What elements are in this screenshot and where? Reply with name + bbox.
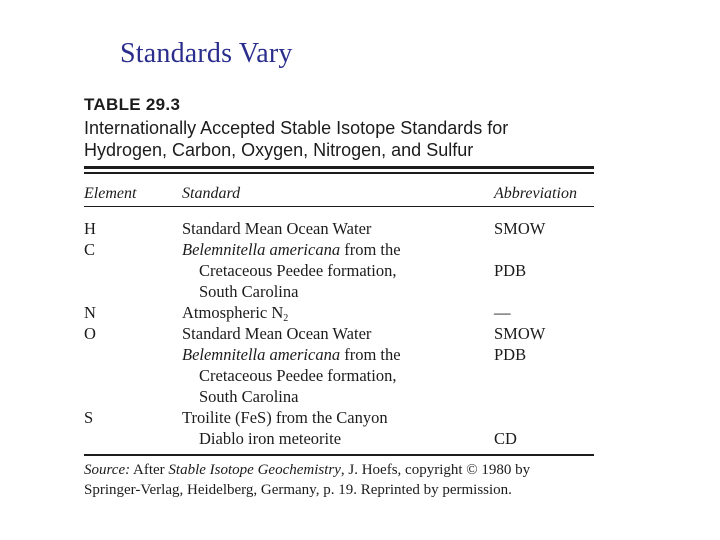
cell-standard-o-2: [182, 344, 401, 365]
table-bottom-rule: [84, 454, 594, 456]
table-label: TABLE 29.3: [84, 95, 181, 114]
source-book-title: Stable Isotope Geochemistry: [168, 462, 341, 478]
cell-standard-c: [182, 239, 401, 260]
table-caption-line-2: Hydrogen, Carbon, Oxygen, Nitrogen, and Sulfur: [84, 140, 474, 160]
source-text: After: [130, 462, 169, 478]
table-caption: [84, 117, 604, 161]
cell-standard-o: Standard Mean Ocean Water: [182, 324, 372, 343]
cell-element-n: N: [84, 303, 96, 322]
table-caption-line-1: Internationally Accepted Stable Isotope Standards for: [84, 118, 509, 138]
header-rule: [84, 206, 594, 207]
cell-abbreviation-c: PDB: [494, 261, 527, 280]
cell-standard-c-line-2: Cretaceous Peedee formation,: [199, 261, 397, 280]
cell-abbreviation-s: CD: [494, 429, 517, 448]
cell-abbreviation-o-2: PDB: [494, 345, 527, 364]
source-label: Source:: [84, 462, 131, 478]
cell-element-c: C: [84, 240, 96, 259]
cell-abbreviation-n: —: [494, 303, 511, 322]
cell-standard-o-2-line-2: Cretaceous Peedee formation,: [199, 366, 397, 385]
cell-abbreviation-h: SMOW: [494, 219, 546, 238]
cell-abbreviation-o: SMOW: [494, 324, 546, 343]
column-header-abbreviation: Abbreviation: [494, 185, 577, 202]
standard-text: Atmospheric N: [182, 303, 284, 322]
source-text: , J. Hoefs, copyright © 1980 by: [340, 462, 531, 478]
source-line-1: [84, 460, 604, 480]
standard-text: from the: [340, 345, 401, 364]
cell-element-o: O: [84, 324, 96, 343]
column-header-standard: Standard: [182, 185, 241, 202]
cell-standard-c-line-3: South Carolina: [199, 282, 299, 301]
table-top-rule: [84, 166, 594, 169]
cell-element-s: S: [84, 408, 94, 427]
species-name: Belemnitella americana: [182, 240, 341, 259]
cell-standard-s: Troilite (FeS) from the Canyon: [182, 408, 388, 427]
table-top-rule-secondary: [84, 172, 594, 174]
source-line-2: Springer-Verlag, Heidelberg, Germany, p. 19. Reprinted by permission.: [84, 482, 512, 498]
subscript: 2: [283, 313, 289, 324]
cell-element-h: H: [84, 219, 96, 238]
slide-title: Standards Vary: [120, 38, 293, 69]
table-source-note: [84, 460, 604, 500]
cell-standard-s-line-2: Diablo iron meteorite: [199, 429, 342, 448]
cell-standard-h: Standard Mean Ocean Water: [182, 219, 372, 238]
standard-text: from the: [340, 240, 401, 259]
species-name: Belemnitella americana: [182, 345, 341, 364]
column-header-element: Element: [84, 185, 137, 202]
cell-standard-o-2-line-3: South Carolina: [199, 387, 299, 406]
